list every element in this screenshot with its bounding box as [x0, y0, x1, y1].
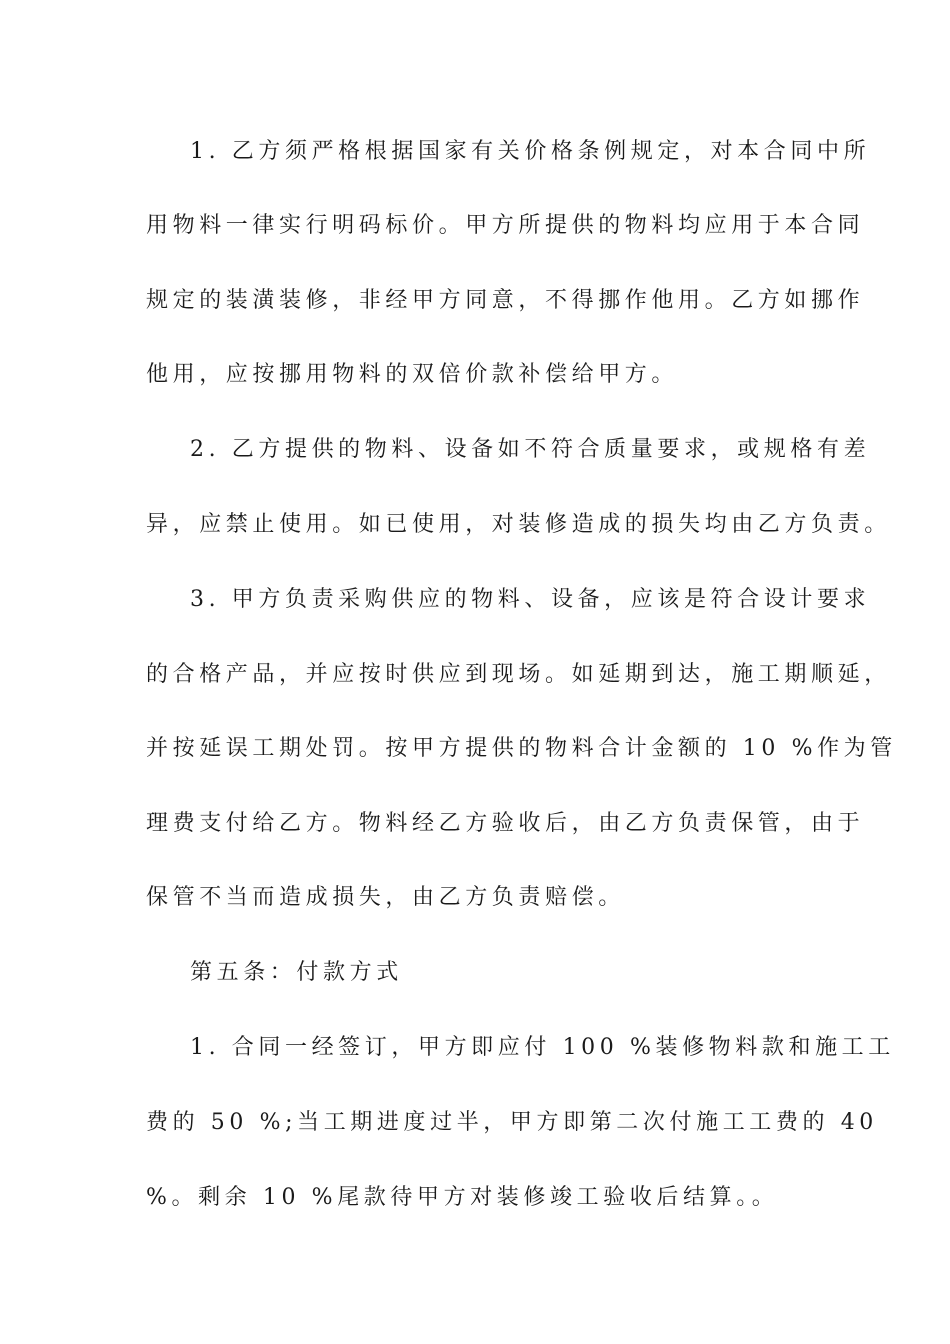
clause-1-line-2: 用物料一律实行明码标价。甲方所提供的物料均应用于本合同 — [146, 213, 865, 238]
payment-clause-1-line-3: %。剩余 10 %尾款待甲方对装修竣工验收后结算。。 — [146, 1185, 779, 1210]
clause-3-line-5: 保管不当而造成损失，由乙方负责赔偿。 — [146, 885, 625, 910]
payment-clause-1-line-1: 1. 合同一经签订，甲方即应付 100 %装修物料款和施工工 — [190, 1035, 895, 1060]
clause-3-line-3: 并按延误工期处罚。按甲方提供的物料合计金额的 10 %作为管 — [146, 736, 897, 761]
clause-1-line-3: 规定的装潢装修，非经甲方同意，不得挪作他用。乙方如挪作 — [146, 288, 865, 313]
clause-2-line-1: 2. 乙方提供的物料、设备如不符合质量要求，或规格有差 — [190, 437, 871, 462]
section-heading-payment: 第五条：付款方式 — [190, 960, 403, 985]
clause-1-line-1: 1. 乙方须严格根据国家有关价格条例规定，对本合同中所 — [190, 139, 871, 164]
clause-1-line-4: 他用，应按挪用物料的双倍价款补偿给甲方。 — [146, 362, 679, 387]
payment-clause-1-line-2: 费的 50 %;当工期进度过半，甲方即第二次付施工工费的 40 — [146, 1110, 878, 1135]
clause-3-line-2: 的合格产品，并应按时供应到现场。如延期到达，施工期顺延， — [146, 662, 891, 687]
clause-3-line-1: 3. 甲方负责采购供应的物料、设备，应该是符合设计要求 — [190, 587, 871, 612]
clause-3-line-4: 理费支付给乙方。物料经乙方验收后，由乙方负责保管，由于 — [146, 811, 865, 836]
clause-2-line-2: 异，应禁止使用。如已使用，对装修造成的损失均由乙方负责。 — [146, 512, 891, 537]
